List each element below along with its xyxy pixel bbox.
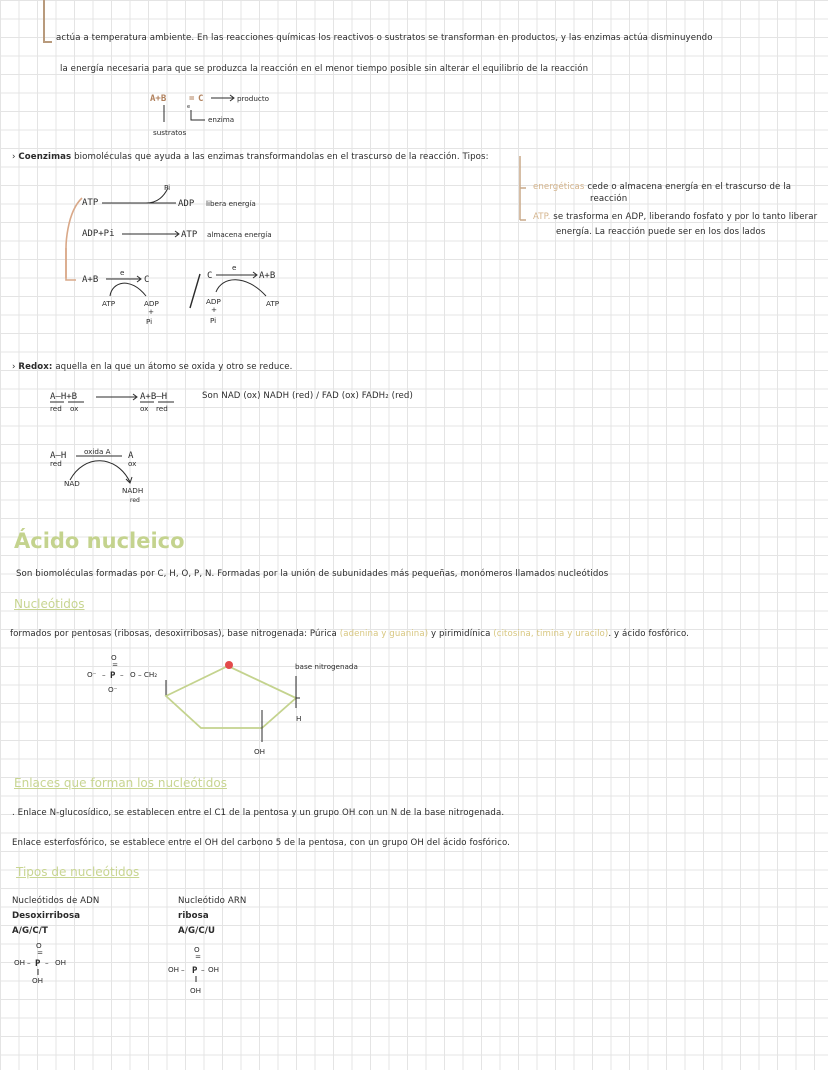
coenzymes-title: Coenzimas: [18, 152, 72, 162]
svg-text:–: –: [27, 958, 31, 967]
svg-text:A+B–H: A+B–H: [140, 392, 168, 402]
types-title: Tipos de nucleótidos: [16, 865, 140, 879]
arn-bases: A/G/C/U: [178, 926, 216, 936]
svg-text:H: H: [296, 714, 302, 723]
svg-text:ATP: ATP: [181, 230, 198, 240]
arn-phosphate: [168, 944, 238, 996]
eq-mid: C: [198, 94, 204, 104]
svg-text:ADP+Pi: ADP+Pi: [82, 229, 115, 239]
svg-text:Pi: Pi: [164, 183, 171, 192]
svg-text:=: =: [37, 948, 44, 957]
arn-sugar: ribosa: [178, 911, 209, 921]
redox-line: › Redox: aquella en la que un átomo se oxida y otro se reduce.: [12, 362, 293, 372]
svg-text:NAD: NAD: [64, 479, 80, 488]
svg-text:P: P: [110, 671, 116, 681]
svg-text:ATP: ATP: [266, 299, 280, 308]
svg-text:=: =: [112, 660, 119, 669]
svg-text:–: –: [181, 965, 185, 974]
svg-text:–: –: [45, 958, 49, 967]
svg-text:=: =: [195, 952, 202, 961]
nucleotides-title: Nucleótidos: [14, 597, 85, 611]
svg-text:P: P: [192, 966, 198, 976]
svg-text:–: –: [201, 965, 205, 974]
svg-text:ADP: ADP: [206, 297, 221, 306]
nucleotide-structure-diagram: [86, 652, 386, 762]
nucleotides-desc: formados por pentosas (ribosas, desoxirribosas), base nitrogenada: Púrica (adenina y guanina) y pirimidínica (citosina, timina y uracilo). y ácido fosfórico.: [10, 629, 690, 639]
svg-text:OH: OH: [168, 965, 180, 974]
coenzyme-type-atp: ATP. se trasforma en ADP, liberando fosfato y por lo tanto liberar: [533, 212, 818, 222]
redox-title: Redox:: [18, 362, 53, 372]
svg-text:ADP: ADP: [178, 199, 195, 209]
svg-text:O⁻: O⁻: [87, 670, 97, 679]
svg-text:red: red: [50, 459, 62, 468]
bond-n-glyco: . Enlace N-glucosídico, se establecen entre el C1 de la pentosa y un grupo OH con un N de la base nitrogenada.: [12, 808, 505, 818]
svg-text:A: A: [128, 451, 134, 461]
adn-bases: A/G/C/T: [12, 926, 48, 936]
svg-text:Pi: Pi: [210, 316, 217, 325]
svg-text:e: e: [187, 104, 191, 110]
svg-text:A–H+B: A–H+B: [50, 392, 78, 402]
svg-text:ATP: ATP: [102, 299, 116, 308]
redox-diagram: [50, 446, 170, 506]
arn-title: Nucleótido ARN: [178, 896, 247, 906]
eq-product: producto: [237, 94, 270, 103]
svg-text:e: e: [232, 263, 237, 272]
svg-text:red: red: [130, 497, 140, 504]
svg-text:C: C: [207, 271, 213, 281]
coenzyme-type-energy: energéticas cede o almacena energía en el trascurso de la: [533, 182, 792, 192]
svg-text:–: –: [102, 670, 106, 679]
svg-text:OH: OH: [55, 958, 67, 967]
svg-text:almacena energía: almacena energía: [207, 230, 272, 239]
coenzyme-diagram: [66, 178, 326, 338]
bonds-title: Enlaces que forman los nucleótidos: [14, 776, 227, 790]
bond-phospho: Enlace esterfosfórico, se establece entre el OH del carbono 5 de la pentosa, con un grupo OH del ácido fosfórico.: [12, 838, 510, 848]
svg-text:OH: OH: [190, 986, 202, 995]
svg-text:OH: OH: [208, 965, 220, 974]
svg-text:O: O: [36, 941, 42, 950]
eq-left: A+B: [150, 94, 167, 104]
nucleic-title: Ácido nucleico: [14, 529, 185, 553]
redox-examples: Son NAD (ox) NADH (red) / FAD (ox) FADH₂ (red): [202, 391, 413, 401]
svg-text:P: P: [35, 959, 41, 969]
svg-text:libera energía: libera energía: [206, 199, 256, 208]
svg-text:A+B: A+B: [259, 271, 276, 281]
svg-text:+: +: [148, 307, 155, 316]
eq-enzyme: enzima: [208, 115, 235, 124]
svg-text:NADH: NADH: [122, 486, 144, 495]
svg-text:OH: OH: [14, 958, 26, 967]
ring-oxygen-dot: [225, 661, 233, 669]
svg-text:O: O: [111, 653, 117, 662]
svg-text:ADP: ADP: [144, 299, 159, 308]
margin-bracket: [0, 0, 40, 50]
redox-desc: aquella en la que un átomo se oxida y otro se reduce.: [55, 362, 293, 372]
svg-text:OH: OH: [32, 976, 44, 985]
svg-text:base nitrogenada: base nitrogenada: [295, 662, 358, 671]
coenzymes-line: › Coenzimas biomoléculas que ayuda a las enzimas transformandolas en el trascurso de la reacción. Tipos:: [12, 152, 489, 162]
svg-text:ox: ox: [70, 404, 79, 413]
adn-title: Nucleótidos de ADN: [12, 896, 100, 906]
svg-text:A+B: A+B: [82, 275, 99, 285]
svg-text:ox: ox: [128, 459, 137, 468]
svg-text:Pi: Pi: [146, 317, 153, 326]
intro-line-1: actúa a temperatura ambiente. En las reacciones químicas los reactivos o sustratos se transforman en productos, y las enzimas actúa disminuyendo: [56, 33, 713, 43]
svg-text:A–H: A–H: [50, 451, 67, 461]
svg-text:ATP: ATP: [82, 198, 99, 208]
intro-line-2: la energía necesaria para que se produzca la reacción en el menor tiempo posible sin alterar el equilibrio de la reacción: [60, 64, 589, 74]
svg-text:O – CH₂: O – CH₂: [130, 670, 158, 679]
svg-text:C: C: [144, 275, 150, 285]
svg-text:oxida A: oxida A: [84, 447, 111, 456]
svg-text:OH: OH: [254, 747, 266, 756]
svg-text:=: =: [189, 94, 195, 104]
svg-text:e: e: [120, 268, 125, 277]
svg-text:red: red: [156, 404, 168, 413]
svg-text:O⁻: O⁻: [108, 685, 118, 694]
eq-substrates: sustratos: [153, 128, 187, 137]
svg-text:ox: ox: [140, 404, 149, 413]
svg-text:red: red: [50, 404, 62, 413]
enzyme-reaction-diagram: [145, 88, 305, 138]
pentose-ring: [166, 666, 296, 728]
svg-text:+: +: [211, 305, 218, 314]
coenzymes-desc: biomoléculas que ayuda a las enzimas transformandolas en el trascurso de la reacción. Tipos:: [74, 152, 489, 162]
adn-sugar: Desoxirribosa: [12, 911, 81, 921]
redox-equation: [50, 388, 210, 422]
svg-text:O: O: [194, 945, 200, 954]
adn-phosphate: [14, 940, 84, 986]
nucleic-desc: Son biomoléculas formadas por C, H, O, P, N. Formadas por la unión de subunidades más pequeñas, monómeros llamados nucleótidos: [16, 569, 609, 579]
svg-text:–: –: [120, 670, 124, 679]
